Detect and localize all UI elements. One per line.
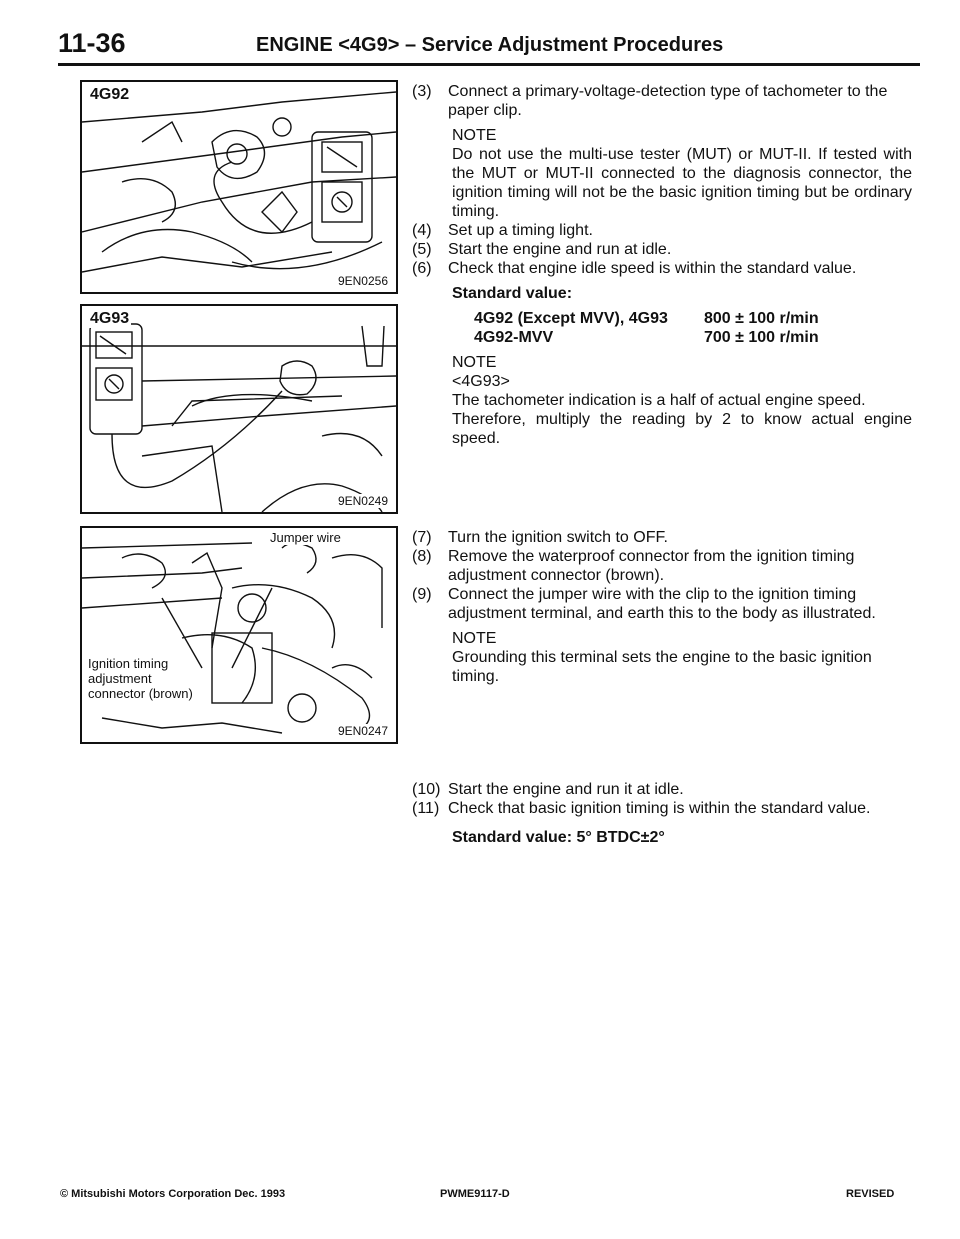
standard-value: 800 ± 100 r/min	[704, 310, 819, 327]
figure-label: 4G92	[90, 86, 130, 103]
figure-code: 9EN0249	[337, 494, 388, 508]
step-10	[412, 780, 912, 799]
step-text: Remove the waterproof connector from the ignition timing adjustment connector (brown).	[448, 548, 855, 584]
note-mut	[412, 126, 912, 221]
footer-doc-code: PWME9117-D	[440, 1188, 510, 1200]
figure-code: 9EN0247	[337, 724, 388, 738]
figure-4g92-tachometer	[80, 80, 398, 294]
standard-row	[412, 309, 912, 328]
step-text: Connect a primary-voltage-detection type of tachometer to the paper clip.	[448, 83, 888, 119]
step-text: Start the engine and run it at idle.	[448, 781, 684, 798]
step-number: (3)	[412, 83, 432, 100]
note-label: NOTE	[452, 630, 497, 647]
step-number: (9)	[412, 586, 432, 603]
figure-4g93-tachometer	[80, 304, 398, 514]
standard-model: 4G92-MVV	[474, 329, 554, 346]
step-text: Turn the ignition switch to OFF.	[448, 529, 668, 546]
page-number: 11-36	[58, 28, 126, 58]
standard-value-timing: Standard value: 5° BTDC±2°	[452, 829, 665, 846]
note-model: <4G93>	[452, 373, 510, 390]
step-6	[412, 259, 912, 278]
step-8	[412, 547, 912, 585]
step-3	[412, 82, 912, 120]
step-text: Start the engine and run at idle.	[448, 241, 672, 258]
note-label: NOTE	[452, 354, 497, 371]
step-text: Check that basic ignition timing is within the standard value.	[448, 800, 871, 817]
step-text: Check that engine idle speed is within the standard value.	[448, 260, 857, 277]
note-text: Grounding this terminal sets the engine to the basic ignition timing.	[452, 649, 872, 685]
note-text: Therefore, multiply the reading by 2 to know actual engine speed.	[452, 411, 912, 447]
step-11	[412, 799, 912, 818]
step-7	[412, 528, 912, 547]
note-text: The tachometer indication is a half of actual engine speed.	[452, 392, 866, 409]
procedure-block-2	[412, 528, 912, 686]
procedure-block-1	[412, 82, 912, 448]
figure-code: 9EN0256	[337, 274, 388, 288]
step-number: (4)	[412, 222, 432, 239]
note-4g93	[412, 353, 912, 448]
footer-copyright: © Mitsubishi Motors Corporation Dec. 1993	[60, 1188, 286, 1200]
figure-label: 4G93	[90, 310, 130, 327]
procedure-block-3	[412, 780, 912, 853]
connector-callout: Ignition timing adjustment connector (brown)	[88, 656, 193, 701]
step-9	[412, 585, 912, 623]
step-number: (6)	[412, 260, 432, 277]
engine-illustration-4g92	[82, 82, 396, 292]
footer-status: REVISED	[846, 1188, 895, 1200]
step-number: (11)	[412, 800, 440, 817]
engine-illustration-4g93	[82, 306, 396, 512]
step-text: Connect the jumper wire with the clip to the ignition timing adjustment terminal, and earth this to the body as illustrated.	[448, 586, 876, 622]
step-5	[412, 240, 912, 259]
page-header	[58, 28, 918, 64]
figure-jumper-wire	[80, 526, 398, 744]
page-title: ENGINE <4G9> – Service Adjustment Procedures	[256, 34, 724, 56]
step-4	[412, 221, 912, 240]
step-number: (7)	[412, 529, 432, 546]
note-label: NOTE	[452, 127, 497, 144]
header-rule	[58, 63, 920, 66]
step-number: (10)	[412, 781, 441, 798]
step-number: (5)	[412, 241, 432, 258]
step-text: Set up a timing light.	[448, 222, 593, 239]
standard-value: 700 ± 100 r/min	[704, 329, 819, 346]
note-grounding	[412, 629, 912, 686]
note-text: Do not use the multi-use tester (MUT) or MUT-II. If tested with the MUT or MUT-II connected to the diagnosis connector, the ignition timing will not be the basic ignition timing but be ordinary timing.	[452, 146, 912, 220]
standard-row	[412, 328, 912, 347]
standard-value-label: Standard value:	[452, 285, 573, 302]
standard-model: 4G92 (Except MVV), 4G93	[474, 310, 668, 327]
step-number: (8)	[412, 548, 432, 565]
jumper-wire-callout: Jumper wire	[270, 530, 341, 545]
engine-illustration-connector	[82, 528, 396, 742]
